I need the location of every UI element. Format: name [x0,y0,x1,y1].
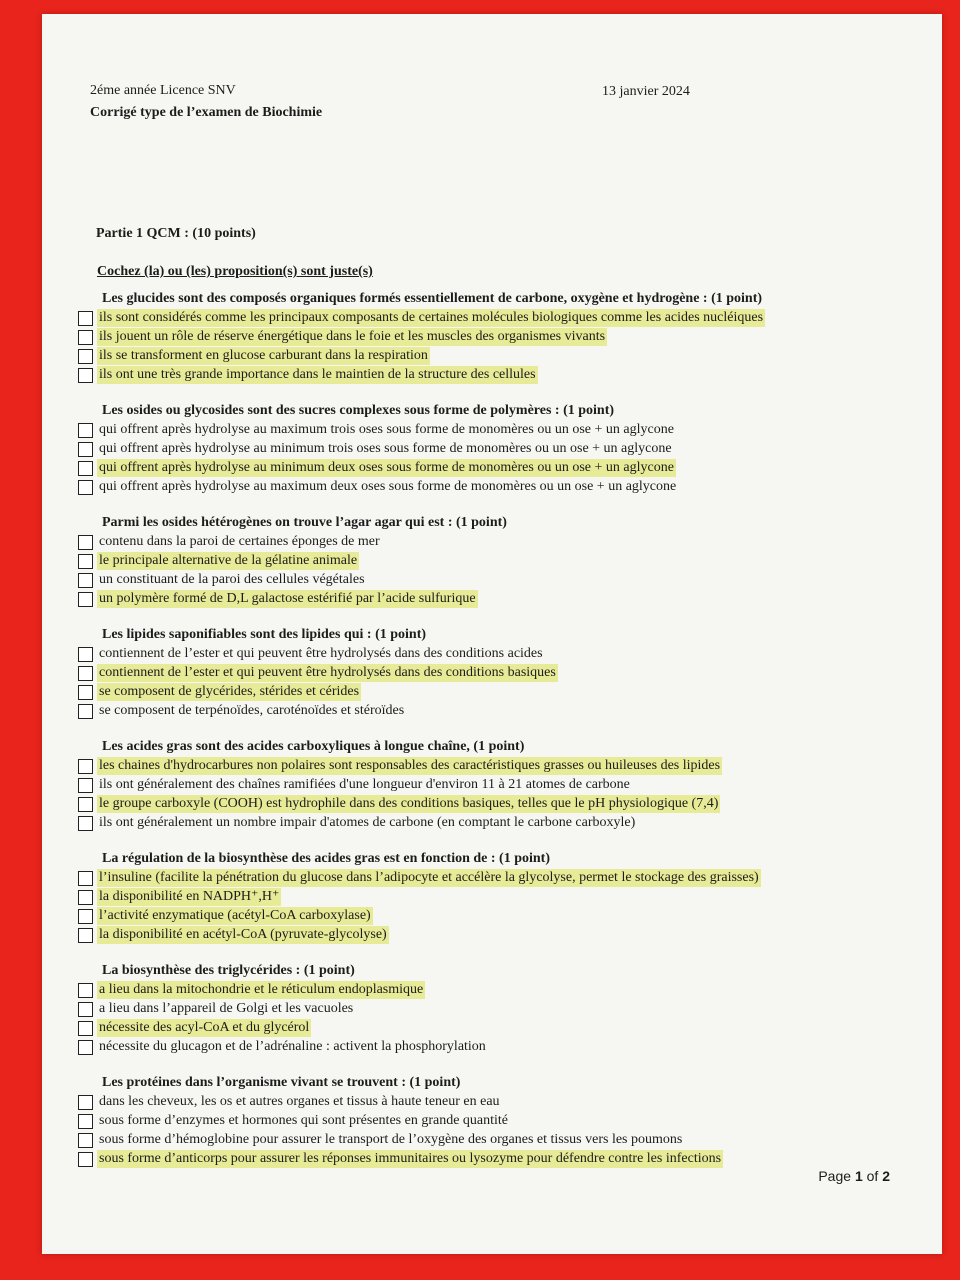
exam-date: 13 janvier 2024 [602,84,690,99]
answer-option [78,1112,898,1130]
answer-option [78,1131,898,1149]
answer-text: sous forme d’enzymes et hormones qui sont présentes en grande quantité [99,1113,509,1128]
answer-option [78,309,898,327]
answer-text: qui offrent après hydrolyse au maximum deux oses sous forme de monomères ou un ose + un aglycone [99,479,677,494]
checkbox[interactable] [78,928,93,943]
highlighted-answer-text: la disponibilité en acétyl-CoA (pyruvate-glycolyse) [99,927,387,942]
answer-option [78,459,898,477]
answer-option [78,571,898,589]
highlighted-answer-text: qui offrent après hydrolyse au minimum deux oses sous forme de monomères ou un ose + un aglycone [99,460,674,475]
checkbox[interactable] [78,535,93,550]
highlighted-answer-text: sous forme d’anticorps pour assurer les réponses immunitaires ou lysozyme pour défendre contre les infections [99,1151,722,1166]
question-block [78,850,898,944]
question-title: La biosynthèse des triglycérides : (1 point) [102,963,355,978]
highlighted-answer-text: ils se transforment en glucose carburant dans la respiration [99,348,428,363]
checkbox[interactable] [78,480,93,495]
highlighted-answer-text: ils jouent un rôle de réserve énergétique dans le foie et les muscles des organismes vivants [99,329,606,344]
answer-text: nécessite du glucagon et de l’adrénaline : activent la phosphorylation [99,1039,486,1054]
checkbox[interactable] [78,573,93,588]
instruction-text: Cochez (la) ou (les) proposition(s) sont juste(s) [97,264,373,279]
answer-text: qui offrent après hydrolyse au maximum trois oses sous forme de monomères ou un ose + un aglycone [99,422,674,437]
highlighted-answer-text: un polymère formé de D,L galactose estérifié par l’acide sulfurique [99,591,476,606]
answer-text: sous forme d’hémoglobine pour assurer le transport de l’oxygène des organes et tissus vers les poumons [99,1132,683,1147]
checkbox[interactable] [78,311,93,326]
checkbox[interactable] [78,1095,93,1110]
question-block [78,1074,898,1168]
checkbox[interactable] [78,685,93,700]
checkbox[interactable] [78,1040,93,1055]
question-block [78,626,898,720]
answer-option [78,440,898,458]
answer-option [78,926,898,944]
highlighted-answer-text: ils sont considérés comme les principaux composants de certaines molécules biologiques comme les acides nucléiques [99,310,764,325]
section-title: Partie 1 QCM : (10 points) [96,226,256,241]
checkbox[interactable] [78,1021,93,1036]
question-title: Les acides gras sont des acides carboxyliques à longue chaîne, (1 point) [102,739,525,754]
highlighted-answer-text: nécessite des acyl-CoA et du glycérol [99,1020,310,1035]
page-current: 1 [854,1168,863,1184]
answer-text: ils ont généralement des chaînes ramifiées d'une longueur d'environ 11 à 21 atomes de carbone [99,777,630,792]
checkbox[interactable] [78,1002,93,1017]
highlighted-answer-text: le groupe carboxyle (COOH) est hydrophile dans des conditions basiques, telles que le pH physiologique (7,4) [99,796,719,811]
answer-option [78,421,898,439]
question-block [78,402,898,496]
question-block [78,290,898,384]
question-title: Les lipides saponifiables sont des lipides qui : (1 point) [102,627,427,642]
checkbox[interactable] [78,442,93,457]
checkbox[interactable] [78,871,93,886]
checkbox[interactable] [78,423,93,438]
answer-option [78,347,898,365]
checkbox[interactable] [78,592,93,607]
answer-option [78,888,898,906]
checkbox[interactable] [78,759,93,774]
answer-text: qui offrent après hydrolyse au minimum trois oses sous forme de monomères ou un ose + un aglycone [99,441,672,456]
question-title: Les osides ou glycosides sont des sucres complexes sous forme de polymères : (1 point) [102,403,615,418]
checkbox[interactable] [78,890,93,905]
answer-text: contiennent de l’ester et qui peuvent être hydrolysés dans des conditions acides [99,646,543,661]
answer-option [78,869,898,887]
answer-option [78,478,898,496]
page-number [818,1168,890,1184]
checkbox[interactable] [78,909,93,924]
level-label: 2éme année Licence SNV [90,83,236,98]
answer-option [78,907,898,925]
answer-option [78,590,898,608]
highlighted-answer-text: contiennent de l’ester et qui peuvent être hydrolysés dans des conditions basiques [99,665,556,680]
question-block [78,962,898,1056]
answer-option [78,1150,898,1168]
checkbox[interactable] [78,816,93,831]
question-list [78,290,898,1186]
highlighted-answer-text: l’activité enzymatique (acétyl-CoA carboxylase) [99,908,371,923]
answer-option [78,1093,898,1111]
answer-option [78,664,898,682]
checkbox[interactable] [78,461,93,476]
answer-option [78,981,898,999]
highlighted-answer-text: se composent de glycérides, stérides et cérides [99,684,360,699]
question-title: Parmi les osides hétérogènes on trouve l’agar agar qui est : (1 point) [102,515,507,530]
question-title: Les protéines dans l’organisme vivant se trouvent : (1 point) [102,1075,461,1090]
page-prefix: Page [818,1168,852,1184]
checkbox[interactable] [78,704,93,719]
checkbox[interactable] [78,647,93,662]
highlighted-answer-text: le principale alternative de la gélatine animale [99,553,358,568]
answer-text: dans les cheveux, les os et autres organes et tissus à haute teneur en eau [99,1094,500,1109]
answer-text: ils ont généralement un nombre impair d'atomes de carbone (en comptant le carbone carboxyle) [99,815,636,830]
highlighted-answer-text: ils ont une très grande importance dans le maintien de la structure des cellules [99,367,536,382]
exam-header [90,80,322,124]
page-of: of [866,1168,879,1184]
checkbox[interactable] [78,1152,93,1167]
checkbox[interactable] [78,983,93,998]
answer-option [78,552,898,570]
answer-text: contenu dans la paroi de certaines éponges de mer [99,534,380,549]
question-title: Les glucides sont des composés organiques formés essentiellement de carbone, oxygène et hydrogène : (1 point) [102,291,763,306]
answer-option [78,1019,898,1037]
answer-text: un constituant de la paroi des cellules végétales [99,572,365,587]
answer-option [78,1038,898,1056]
answer-option [78,328,898,346]
answer-text: se composent de terpénoïdes, caroténoïdes et stéroïdes [99,703,405,718]
highlighted-answer-text: la disponibilité en NADPH⁺,H⁺ [99,889,280,904]
checkbox[interactable] [78,368,93,383]
question-block [78,514,898,608]
answer-option [78,533,898,551]
answer-option [78,814,898,832]
checkbox[interactable] [78,1114,93,1129]
answer-option [78,757,898,775]
answer-option [78,366,898,384]
exam-sheet [42,14,942,1254]
question-block [78,738,898,832]
highlighted-answer-text: l’insuline (facilite la pénétration du glucose dans l’adipocyte et accélère la glycolyse, permet le stockage des graisses) [99,870,759,885]
answer-option [78,645,898,663]
checkbox[interactable] [78,349,93,364]
answer-option [78,1000,898,1018]
highlighted-answer-text: les chaines d'hydrocarbures non polaires sont responsables des caractéristiques grasses ou huileuses des lipides [99,758,721,773]
answer-option [78,795,898,813]
answer-option [78,702,898,720]
page-total: 2 [882,1168,890,1184]
checkbox[interactable] [78,666,93,681]
highlighted-answer-text: a lieu dans la mitochondrie et le réticulum endoplasmique [99,982,424,997]
answer-option [78,776,898,794]
answer-option [78,683,898,701]
checkbox[interactable] [78,778,93,793]
checkbox[interactable] [78,330,93,345]
checkbox[interactable] [78,797,93,812]
course-title: Corrigé type de l’examen de Biochimie [90,105,323,120]
question-title: La régulation de la biosynthèse des acides gras est en fonction de : (1 point) [102,851,550,866]
checkbox[interactable] [78,554,93,569]
answer-text: a lieu dans l’appareil de Golgi et les vacuoles [99,1001,354,1016]
checkbox[interactable] [78,1133,93,1148]
